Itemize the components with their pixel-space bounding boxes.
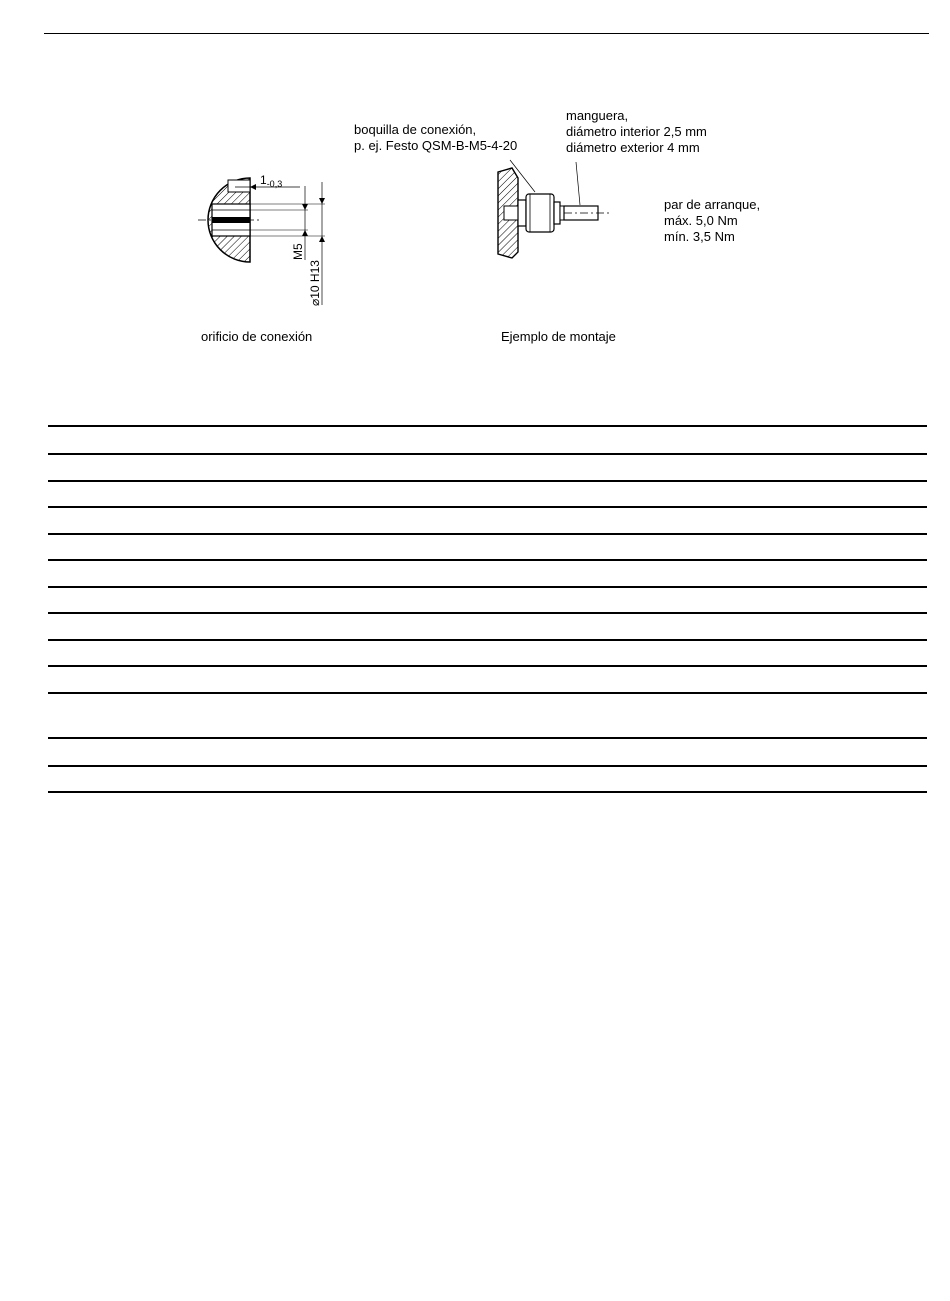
mounting-example-drawing	[480, 150, 640, 270]
connection-port-drawing	[190, 160, 340, 310]
callout-fitting: boquilla de conexión, p. ej. Festo QSM-B-M5-4-20	[354, 122, 518, 153]
callout-torque: par de arranque, máx. 5,0 Nm mín. 3,5 Nm	[664, 197, 761, 244]
table-rule	[48, 665, 927, 667]
table-rule	[48, 533, 927, 535]
table-rule	[48, 612, 927, 614]
table-rule	[48, 480, 927, 482]
header-rule	[44, 33, 929, 34]
table-rule	[48, 765, 927, 767]
table-rule	[48, 639, 927, 641]
caption-connection-port: orificio de conexión	[201, 329, 313, 344]
table-rule	[48, 692, 927, 694]
dim-bore: ⌀10 H13	[308, 260, 322, 306]
table-rule	[48, 506, 927, 508]
caption-mounting-example: Ejemplo de montaje	[501, 329, 616, 344]
callout-hose: manguera, diámetro interior 2,5 mm diámetro exterior 4 mm	[566, 108, 707, 155]
table-rule	[48, 791, 927, 793]
table-rule	[48, 453, 927, 455]
table-rule	[48, 425, 927, 427]
table-rule	[48, 559, 927, 561]
table-rule	[48, 586, 927, 588]
dim-depth: $1_{-0,3}$	[260, 173, 283, 189]
dim-thread: M5	[291, 243, 305, 260]
table-rule	[48, 737, 927, 739]
